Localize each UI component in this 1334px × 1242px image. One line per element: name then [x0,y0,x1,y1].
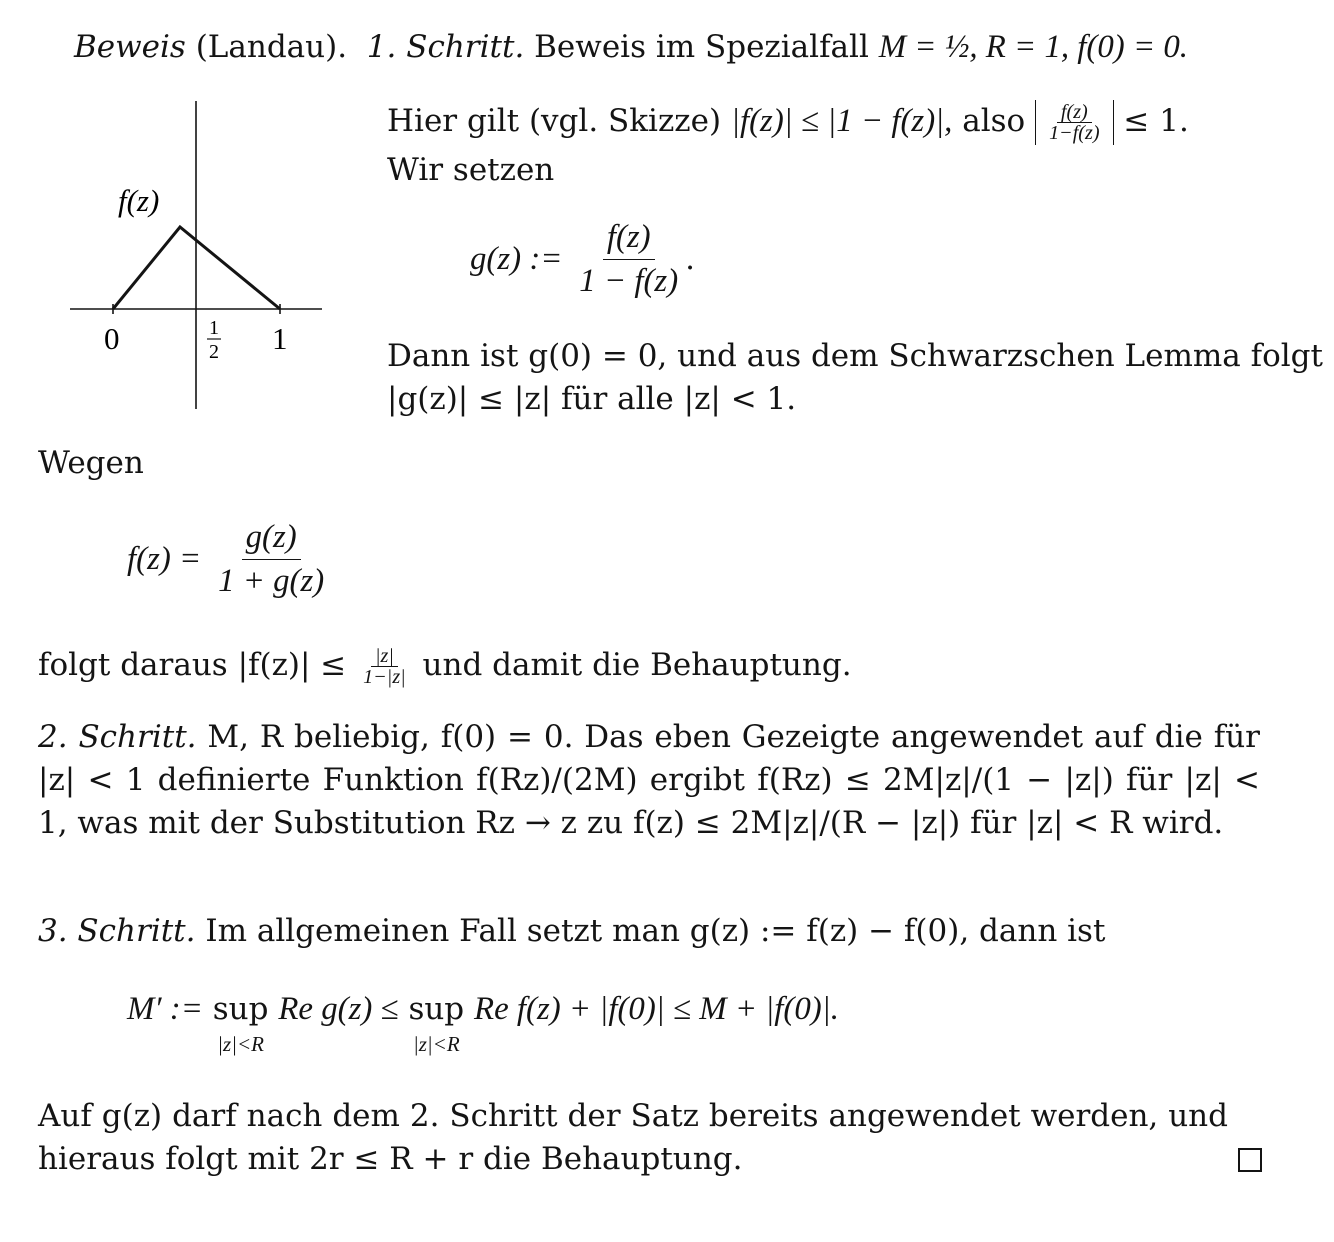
hier-gilt-text: Hier gilt (vgl. Skizze) [387,103,722,139]
f-eq-lhs: f(z) = [127,541,202,577]
le-one: ≤ 1. [1123,103,1189,139]
sup-operator-1 [213,988,269,1057]
sketch-tick-label-half-den: 2 [209,341,219,363]
schritt3-text: Im allgemeinen Fall setzt man g(z) := f(z) − f(0), dann ist [205,913,1106,949]
frac-num: f(z) [1057,102,1092,123]
schritt2-label: 2. Schritt. [38,719,197,755]
dann-line: Dann ist g(0) = 0, und aus dem Schwarzschen Lemma folgt [387,338,1323,374]
schritt2-text: M, R beliebig, f(0) = 0. Das eben Gezeigte angewendet auf die für |z| < 1 definierte Funktion f(Rz)/(2M) ergibt f(Rz) ≤ 2M|z|/(1 − |z|) für |z| < 1, was mit der Substitution Rz → z zu f(z) ≤ 2M|z|/(R − |z|) für |z| < R wird. [38,719,1261,841]
folgt-pre: folgt daraus |f(z)| ≤ [38,647,347,683]
mprime-rhs: Re f(z) + |f(0)| ≤ M + |f(0)|. [474,991,839,1027]
also-text: also [962,103,1026,139]
f-equation [127,516,331,603]
wir-setzen: Wir setzen [387,152,555,188]
g-def-den: 1 − f(z) [579,263,679,299]
g-def-lhs: g(z) := [470,241,563,277]
f-eq-fraction [214,516,328,603]
landau-label: (Landau). [195,29,348,65]
g-definition [470,216,695,303]
folgt-line [38,644,852,687]
hier-gilt-line [387,100,1189,145]
mprime-lhs: M′ := [127,991,203,1027]
schritt2-paragraph [38,716,1260,845]
sketch-tick-label-half-num: 1 [209,317,219,339]
final-paragraph: Auf g(z) darf nach dem 2. Schritt der Satz bereits angewendet werden, und hieraus folgt mit 2r ≤ R + r die Behauptung. [38,1098,1228,1177]
schritt1-label: 1. Schritt. [366,29,525,65]
sketch-figure [60,95,340,415]
f-eq-num: g(z) [242,516,301,560]
proof-heading-line [74,26,1188,69]
sup1-text: sup [212,991,269,1027]
g-def-end: . [685,241,695,277]
folgt-den: 1−|z| [363,666,406,688]
sketch-tick-label-0: 0 [104,321,120,356]
folgt-num: |z| [371,646,398,667]
sup2-text: sup [408,991,465,1027]
sup-operator-2 [408,988,464,1057]
folgt-post: und damit die Behauptung. [422,647,852,683]
folgt-fraction [359,646,410,687]
schritt3-label: 3. Schritt. [38,913,196,949]
qed-square-icon [1238,1148,1262,1172]
special-case-formula: M = ½, R = 1, f(0) = 0. [878,29,1188,65]
wegen-text: Wegen [38,445,144,481]
sketch-label-f: f(z) [118,183,160,218]
beweis-label: Beweis [74,29,186,65]
sup1-sub: |z|<R [217,1032,264,1056]
sup2-sub: |z|<R [412,1032,460,1056]
schritt3-line [38,910,1105,953]
sketch-tick-label-1: 1 [272,321,288,356]
frac-den: 1−f(z) [1049,122,1100,144]
bound-line: |g(z)| ≤ |z| für alle |z| < 1. [387,381,797,417]
g-def-num: f(z) [603,216,655,260]
inequality-1: |f(z)| ≤ |1 − f(z)|, [730,103,953,139]
f-eq-den: 1 + g(z) [218,563,325,599]
g-def-fraction [575,216,682,303]
small-fraction [1045,102,1103,143]
mprime-formula [127,988,839,1057]
abs-fraction [1035,100,1113,145]
schritt1-text: Beweis im Spezialfall [534,29,869,65]
mprime-mid: Re g(z) ≤ [278,991,399,1027]
